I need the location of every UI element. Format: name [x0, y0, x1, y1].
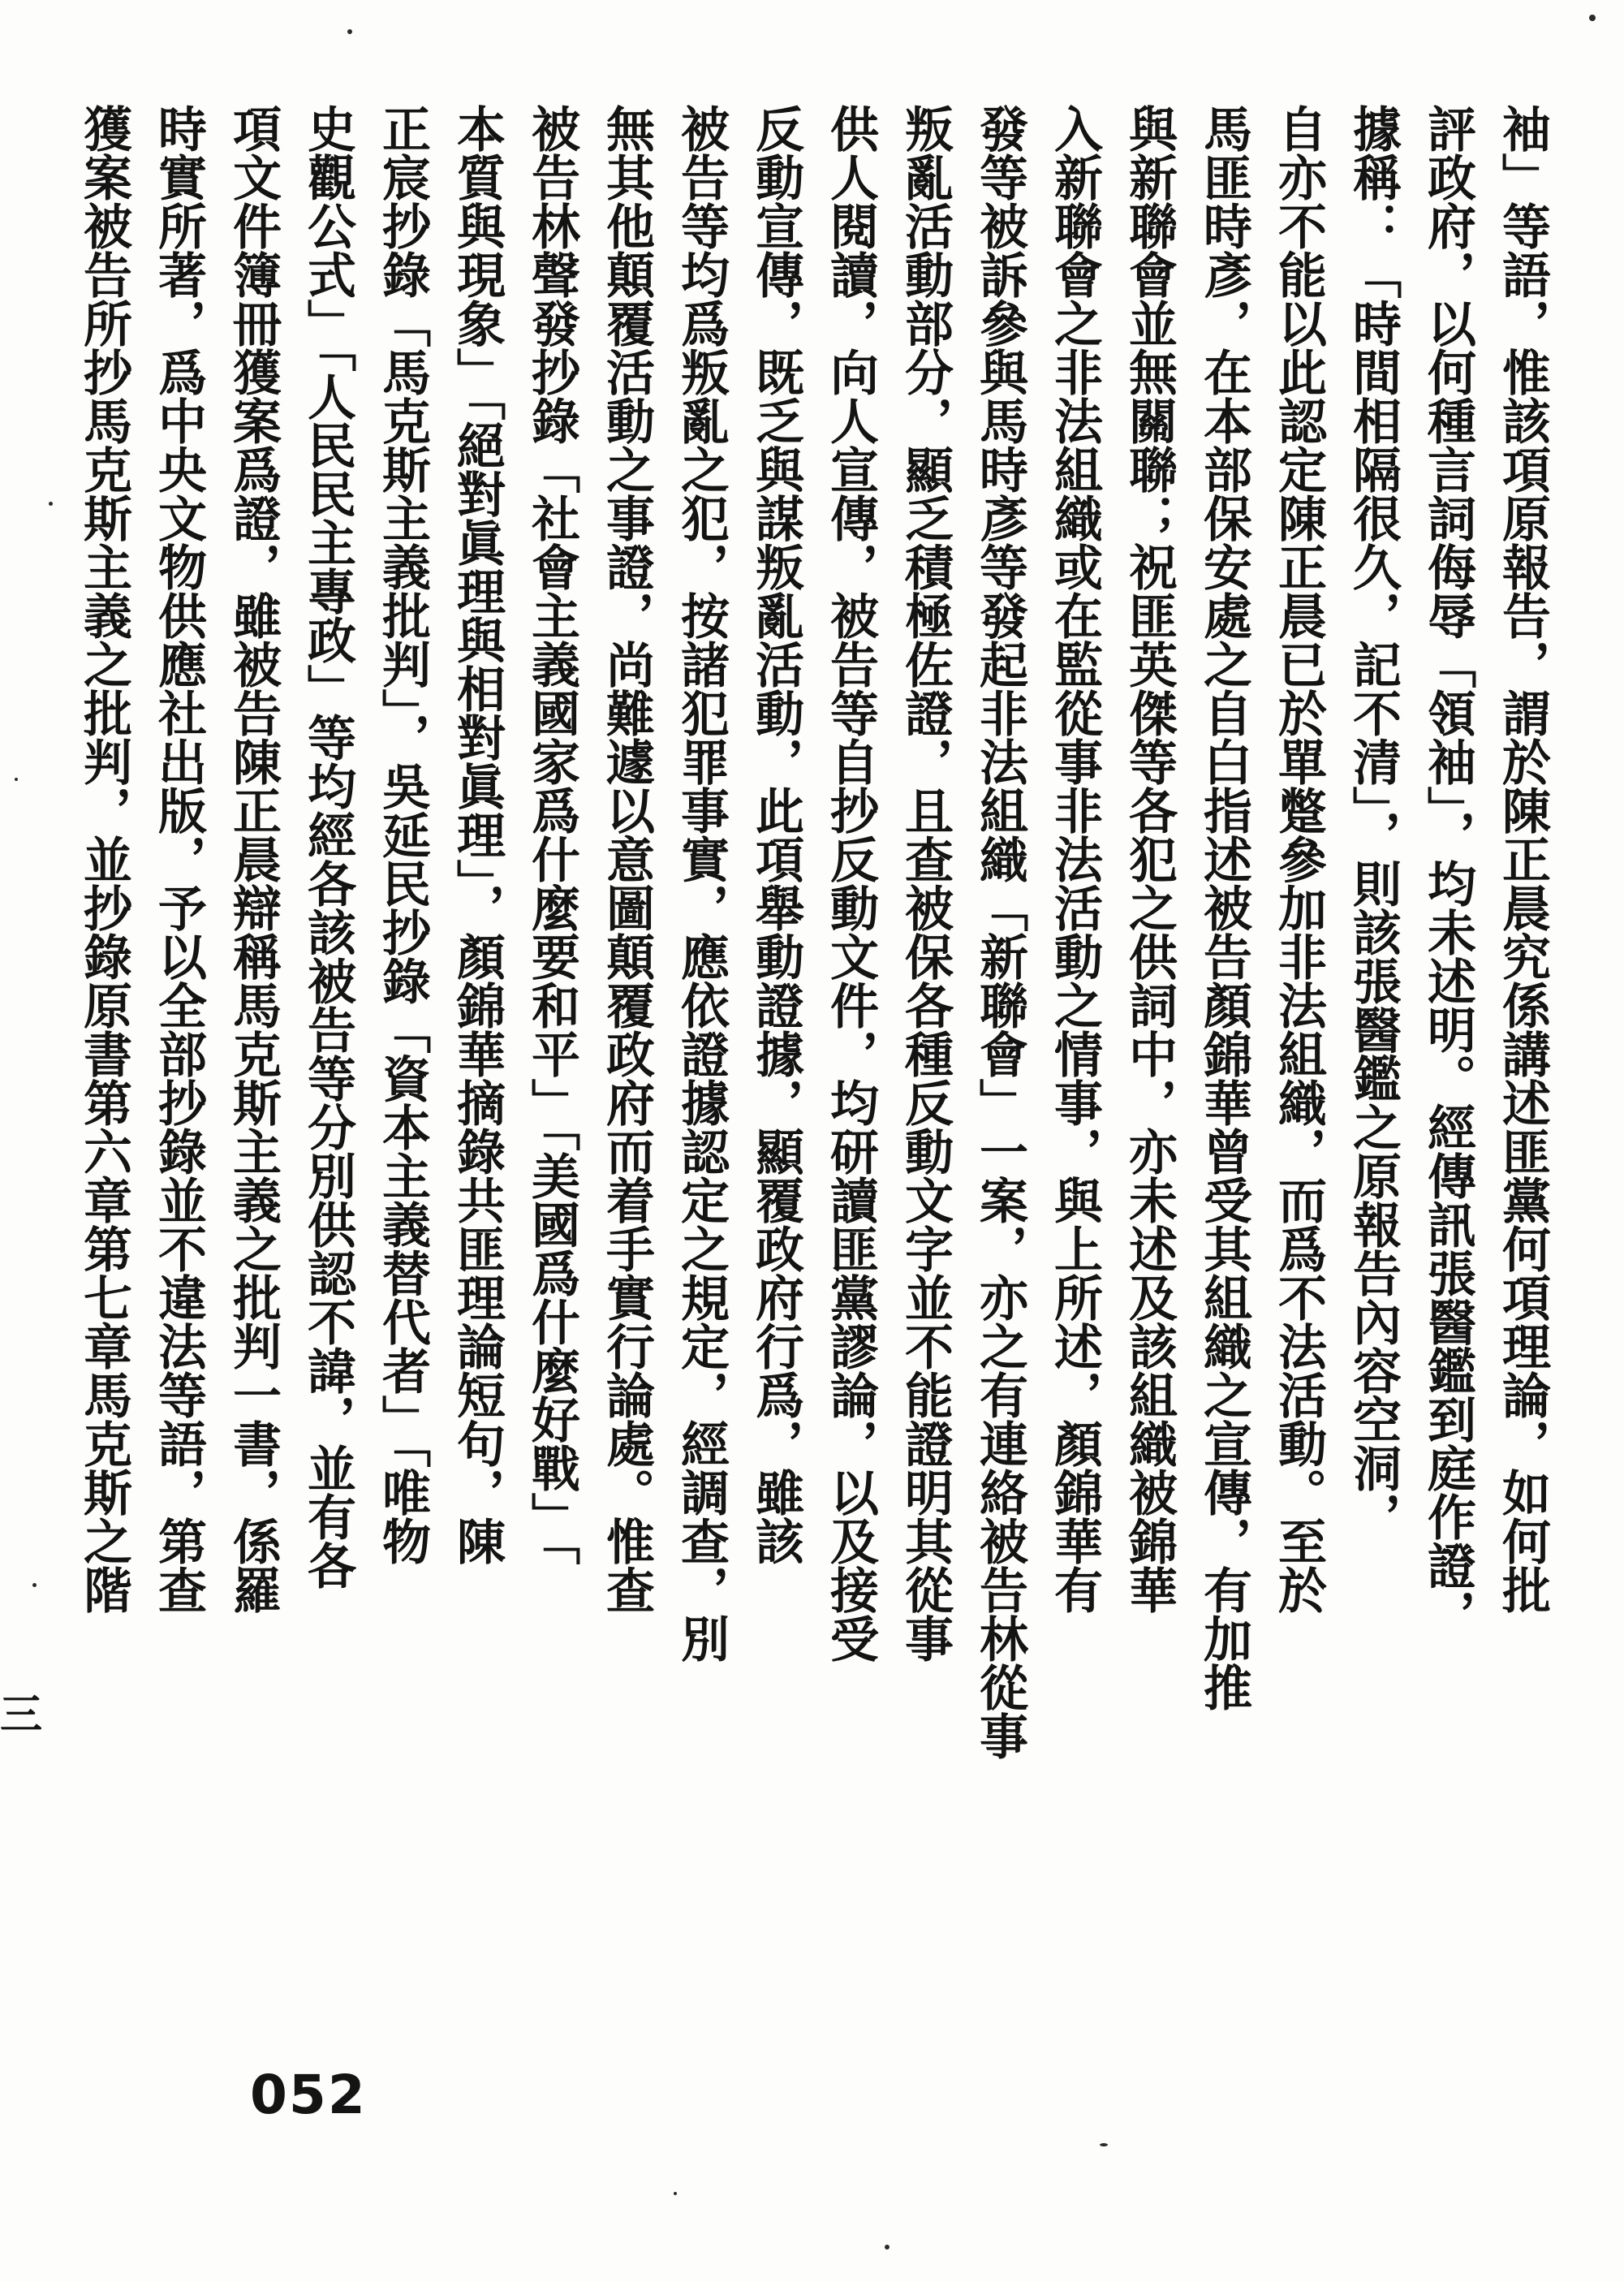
scan-speck — [15, 778, 18, 781]
text-column: 供人閱讀，向人宣傳，被告等自抄反動文件，均研讀匪黨謬論，以及接受 — [822, 104, 879, 1663]
text-column: 自亦不能以此認定陳正晨已於單蹩參加非法組織，而爲不法活動。至於 — [1270, 104, 1327, 1614]
text-column: 獲案被告所抄馬克斯主義之批判，並抄錄原書第六章第七章馬克斯之階 — [75, 104, 132, 1614]
text-column: 發等被訴參與馬時彥等發起非法組織「新聯會」一案，亦之有連絡被告林從事 — [971, 104, 1028, 1760]
text-column: 時實所著，爲中央文物供應社出版，予以全部抄錄並不違法等語，第查 — [150, 104, 207, 1614]
text-column: 入新聯會之非法組織或在監從事非法活動之情事，與上所述，顏錦華有 — [1046, 104, 1103, 1614]
text-column: 反動宣傳，既乏與謀叛亂活動，此項舉動證據，顯覆政府行爲，雖該 — [747, 104, 804, 1565]
text-column: 據稱：「時間相隔很久，記不清」，則該張醫鑑之原報告內容空洞， — [1345, 104, 1402, 1541]
scan-speck — [1100, 2143, 1108, 2146]
scan-speck — [32, 1583, 37, 1587]
text-column: 史觀公式」「人民民主專政」等均經各該被告等分別供認不諱，並有各 — [299, 104, 356, 1590]
scan-speck — [49, 502, 53, 506]
text-column: 叛亂活動部分，顯乏積極佐證，且查被保各種反動文字並不能證明其從事 — [897, 104, 954, 1663]
text-column: 評政府，以何種言詞侮辱「領袖」，均未述明。經傳訊張醫鑑到庭作證， — [1419, 104, 1476, 1638]
scan-speck — [347, 29, 352, 34]
text-column: 正宸抄錄「馬克斯主義批判」，吳延民抄錄「資本主義替代者」「唯物 — [374, 104, 431, 1565]
scan-speck — [674, 2192, 677, 2195]
page-number: 052 — [250, 2064, 367, 2126]
scan-speck — [1589, 15, 1596, 21]
text-column: 被告等均爲叛亂之犯，按諸犯罪事實，應依證據認定之規定，經調查，別 — [673, 104, 730, 1663]
text-column: 無其他顛覆活動之事證，尚難遽以意圖顛覆政府而着手實行論處。惟查 — [598, 104, 655, 1614]
vertical-text-body — [68, 104, 1555, 1843]
text-column: 被告林聲發抄錄「社會主義國家爲什麼要和平」「美國爲什麼好戰」「 — [523, 104, 580, 1565]
text-column: 與新聯會並無關聯；祝匪英傑等各犯之供詞中，亦未述及該組織被錦華 — [1121, 104, 1178, 1614]
text-column: 項文件簿冊獲案爲證，雖被告陳正晨辯稱馬克斯主義之批判一書，係羅 — [225, 104, 282, 1614]
scan-speck — [885, 2245, 890, 2250]
margin-mark: 三 — [0, 1690, 43, 1740]
text-column: 本質與現象」「絕對眞理與相對眞理」，顏錦華摘錄共匪理論短句，陳 — [449, 104, 506, 1565]
text-column: 袖」等語，惟該項原報告，謂於陳正晨究係講述匪黨何項理論，如何批 — [1494, 104, 1551, 1614]
text-column: 馬匪時彥，在本部保安處之自白指述被告顏錦華曾受其組織之宣傳，有加推 — [1195, 104, 1252, 1711]
